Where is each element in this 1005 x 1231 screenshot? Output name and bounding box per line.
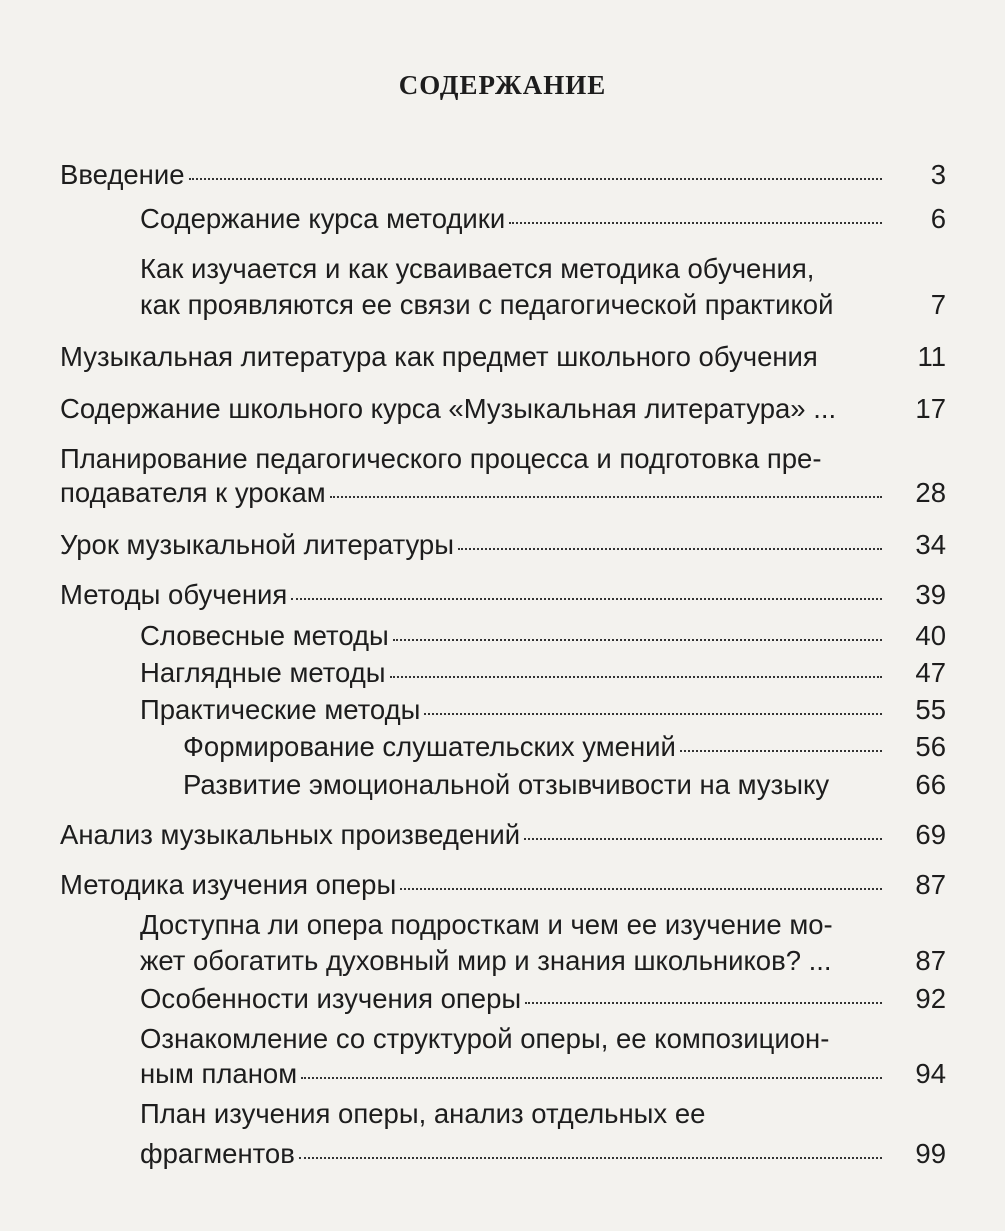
toc-entry-title: Анализ музыкальных произведений [60, 819, 521, 850]
toc-page-number: 87 [915, 945, 946, 976]
toc-entry-title: Методы обучения [60, 579, 288, 610]
dot-leader [525, 1002, 882, 1004]
toc-entry[interactable] [140, 1135, 946, 1173]
toc-entry[interactable] [140, 617, 946, 655]
dot-leader [400, 888, 882, 890]
toc-entry-title: Музыкальная литература как предмет школьного обучения [60, 341, 818, 372]
toc-page-number: 3 [930, 159, 946, 190]
toc-page-number: 6 [930, 203, 946, 234]
toc-entry-title: Методика изучения оперы [60, 869, 397, 900]
dot-leader [330, 496, 882, 498]
toc-entry-title-line1: Ознакомление со структурой оперы, ее композицион- [140, 1023, 830, 1054]
toc-entry[interactable] [60, 576, 946, 614]
toc-entry[interactable] [60, 526, 946, 564]
dot-leader [299, 1157, 882, 1159]
toc-entry-title: Наглядные методы [140, 657, 386, 688]
dot-leader [509, 222, 882, 224]
toc-page-number: 7 [930, 289, 946, 320]
toc-entry-title-line1: Как изучается и как усваивается методика обучения, [140, 253, 815, 284]
toc-entry[interactable] [183, 728, 946, 766]
toc-entry-title: Развитие эмоциональной отзывчивости на музыку [183, 769, 830, 800]
toc-page-number: 66 [915, 769, 946, 800]
toc-page-number: 34 [915, 529, 946, 560]
toc-entry[interactable] [140, 980, 946, 1018]
toc-entry-title: Содержание курса методики [140, 203, 506, 234]
dot-leader [524, 838, 882, 840]
toc-page-number: 39 [915, 579, 946, 610]
toc-entry-title: Содержание школьного курса «Музыкальная литература» ... [60, 393, 837, 424]
page-title: СОДЕРЖАНИЕ [398, 70, 607, 100]
toc-entry-title: ным планом [140, 1058, 298, 1089]
toc-entry-title-line1: Планирование педагогического процесса и подготовка пре- [60, 443, 822, 474]
dot-leader [458, 548, 882, 550]
toc-entry[interactable] [60, 474, 946, 512]
toc-entry[interactable] [183, 766, 946, 804]
dot-leader [291, 598, 882, 600]
toc-page-number: 56 [915, 731, 946, 762]
toc-entry-title: подавателя к урокам [60, 477, 326, 508]
toc-entry[interactable] [140, 286, 946, 324]
toc-entry-title: Формирование слушательских умений [183, 731, 676, 762]
toc-page-number: 69 [915, 819, 946, 850]
toc-entry-title: Практические методы [140, 694, 421, 725]
toc-entry[interactable] [60, 338, 946, 376]
toc-page-number: 92 [915, 983, 946, 1014]
dot-leader [301, 1077, 882, 1079]
toc-entry-title-line1: Доступна ли опера подросткам и чем ее изучение мо- [140, 909, 833, 940]
dot-leader [390, 676, 882, 678]
dot-leader [680, 750, 882, 752]
toc-entry[interactable] [140, 691, 946, 729]
toc-entry[interactable] [60, 816, 946, 854]
toc-page-number: 40 [915, 620, 946, 651]
toc-page-number: 55 [915, 694, 946, 725]
toc-entry[interactable] [140, 654, 946, 692]
toc-page-number: 94 [915, 1058, 946, 1089]
toc-entry-title: как проявляются ее связи с педагогической практикой [140, 289, 834, 320]
toc-page-number: 11 [917, 341, 946, 372]
toc-entry[interactable] [60, 156, 946, 194]
toc-page-number: 17 [915, 393, 946, 424]
toc-page-number: 99 [915, 1138, 946, 1169]
toc-entry-title: Словесные методы [140, 620, 389, 651]
toc-entry-title: жет обогатить духовный мир и знания школьников? ... [140, 945, 832, 976]
toc-entry[interactable] [140, 942, 946, 980]
toc-entry[interactable] [60, 866, 946, 904]
toc-entry-title: Особенности изучения оперы [140, 983, 522, 1014]
toc-entry[interactable] [140, 1055, 946, 1093]
dot-leader [424, 713, 882, 715]
dot-leader [189, 178, 882, 180]
toc-entry[interactable] [60, 390, 946, 428]
toc-entry-title: Введение [60, 159, 185, 190]
toc-page-number: 47 [915, 657, 946, 688]
toc-entry-title: Урок музыкальной литературы [60, 529, 454, 560]
toc-page-number: 28 [915, 477, 946, 508]
toc-entry[interactable] [140, 200, 946, 238]
toc-page-number: 87 [915, 869, 946, 900]
toc-entry-title: фрагментов [140, 1138, 295, 1169]
toc-entry-title-line1: План изучения оперы, анализ отдельных ее [140, 1098, 706, 1129]
dot-leader [393, 639, 882, 641]
